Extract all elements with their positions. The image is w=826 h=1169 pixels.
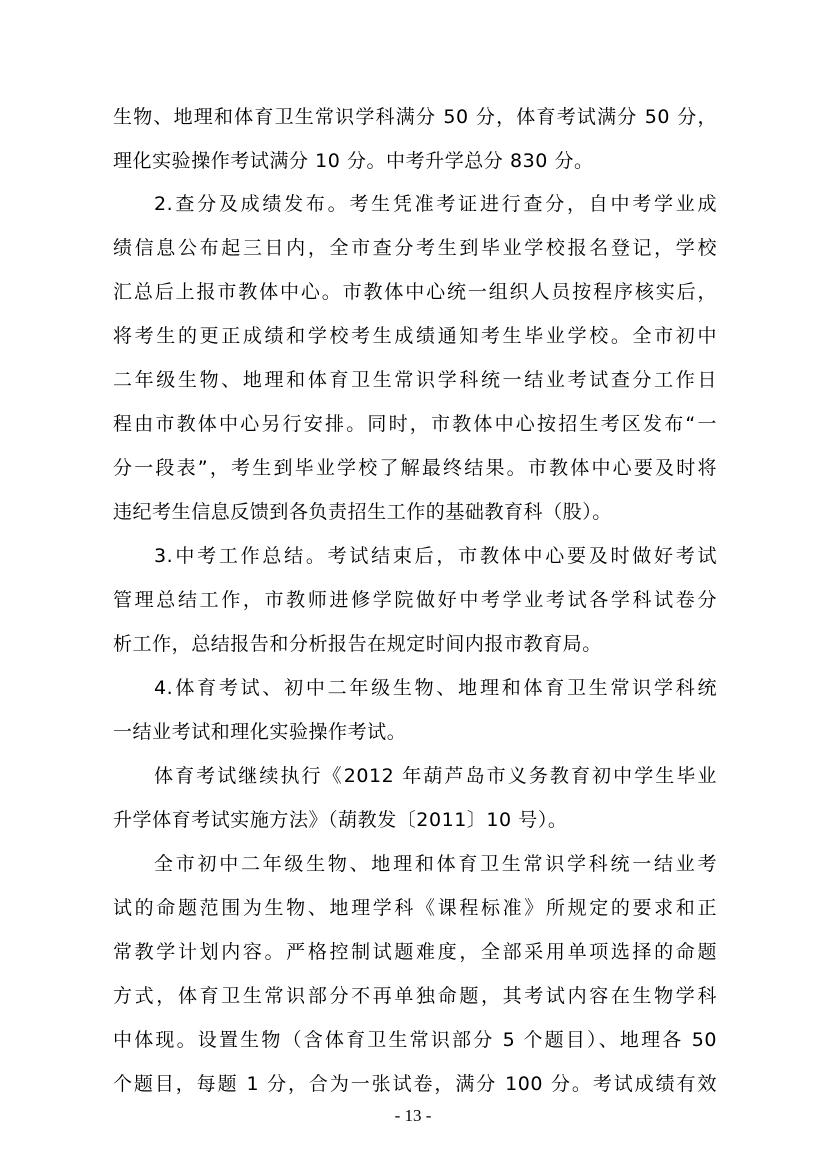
paragraph-line: 分一段表”，考生到毕业学校了解最终结果。市教体中心要及时将 xyxy=(113,457,717,479)
paragraph-line: 中体现。设置生物（含体育卫生常识部分 5 个题目）、地理各 50 xyxy=(113,1029,717,1051)
paragraph-line: 二年级生物、地理和体育卫生常识学科统一结业考试查分工作日 xyxy=(113,369,717,391)
paragraph-line: 绩信息公布起三日内，全市查分考生到毕业学校报名登记，学校 xyxy=(113,237,717,259)
page-number: - 13 - xyxy=(394,1106,432,1125)
paragraph-line: 个题目，每题 1 分，合为一张试卷，满分 100 分。考试成绩有效 xyxy=(113,1073,717,1095)
paragraph-line: 程由市教体中心另行安排。同时，市教体中心按招生考区发布“一 xyxy=(113,413,717,435)
paragraph-line: 2.查分及成绩发布。考生凭准考证进行查分，自中考学业成 xyxy=(154,193,717,215)
paragraph-line: 生物、地理和体育卫生常识学科满分 50 分，体育考试满分 50 分， xyxy=(113,106,717,128)
paragraph-line: 违纪考生信息反馈到各负责招生工作的基础教育科（股）。 xyxy=(113,501,612,523)
paragraph-line: 全市初中二年级生物、地理和体育卫生常识学科统一结业考 xyxy=(154,853,717,875)
paragraph-line: 汇总后上报市教体中心。市教体中心统一组织人员按程序核实后， xyxy=(113,281,717,303)
paragraph-line: 常教学计划内容。严格控制试题难度，全部采用单项选择的命题 xyxy=(113,941,717,963)
paragraph-line: 管理总结工作，市教师进修学院做好中考学业考试各学科试卷分 xyxy=(113,589,717,611)
paragraph-line: 升学体育考试实施方法》（葫教发〔2011〕10 号）。 xyxy=(113,809,568,831)
paragraph-line: 体育考试继续执行《2012 年葫芦岛市义务教育初中学生毕业 xyxy=(154,765,717,787)
paragraph-line: 试的命题范围为生物、地理学科《课程标准》所规定的要求和正 xyxy=(113,897,717,919)
paragraph-line: 理化实验操作考试满分 10 分。中考升学总分 830 分。 xyxy=(113,150,594,172)
paragraph-line: 3.中考工作总结。考试结束后，市教体中心要及时做好考试 xyxy=(154,545,717,567)
paragraph-line: 4.体育考试、初中二年级生物、地理和体育卫生常识学科统 xyxy=(154,677,717,699)
paragraph-line: 析工作，总结报告和分析报告在规定时间内报市教育局。 xyxy=(113,633,602,655)
paragraph-line: 将考生的更正成绩和学校考生成绩通知考生毕业学校。全市初中 xyxy=(113,325,717,347)
paragraph-line: 一结业考试和理化实验操作考试。 xyxy=(113,721,407,743)
paragraph-line: 方式，体育卫生常识部分不再单独命题，其考试内容在生物学科 xyxy=(113,985,717,1007)
